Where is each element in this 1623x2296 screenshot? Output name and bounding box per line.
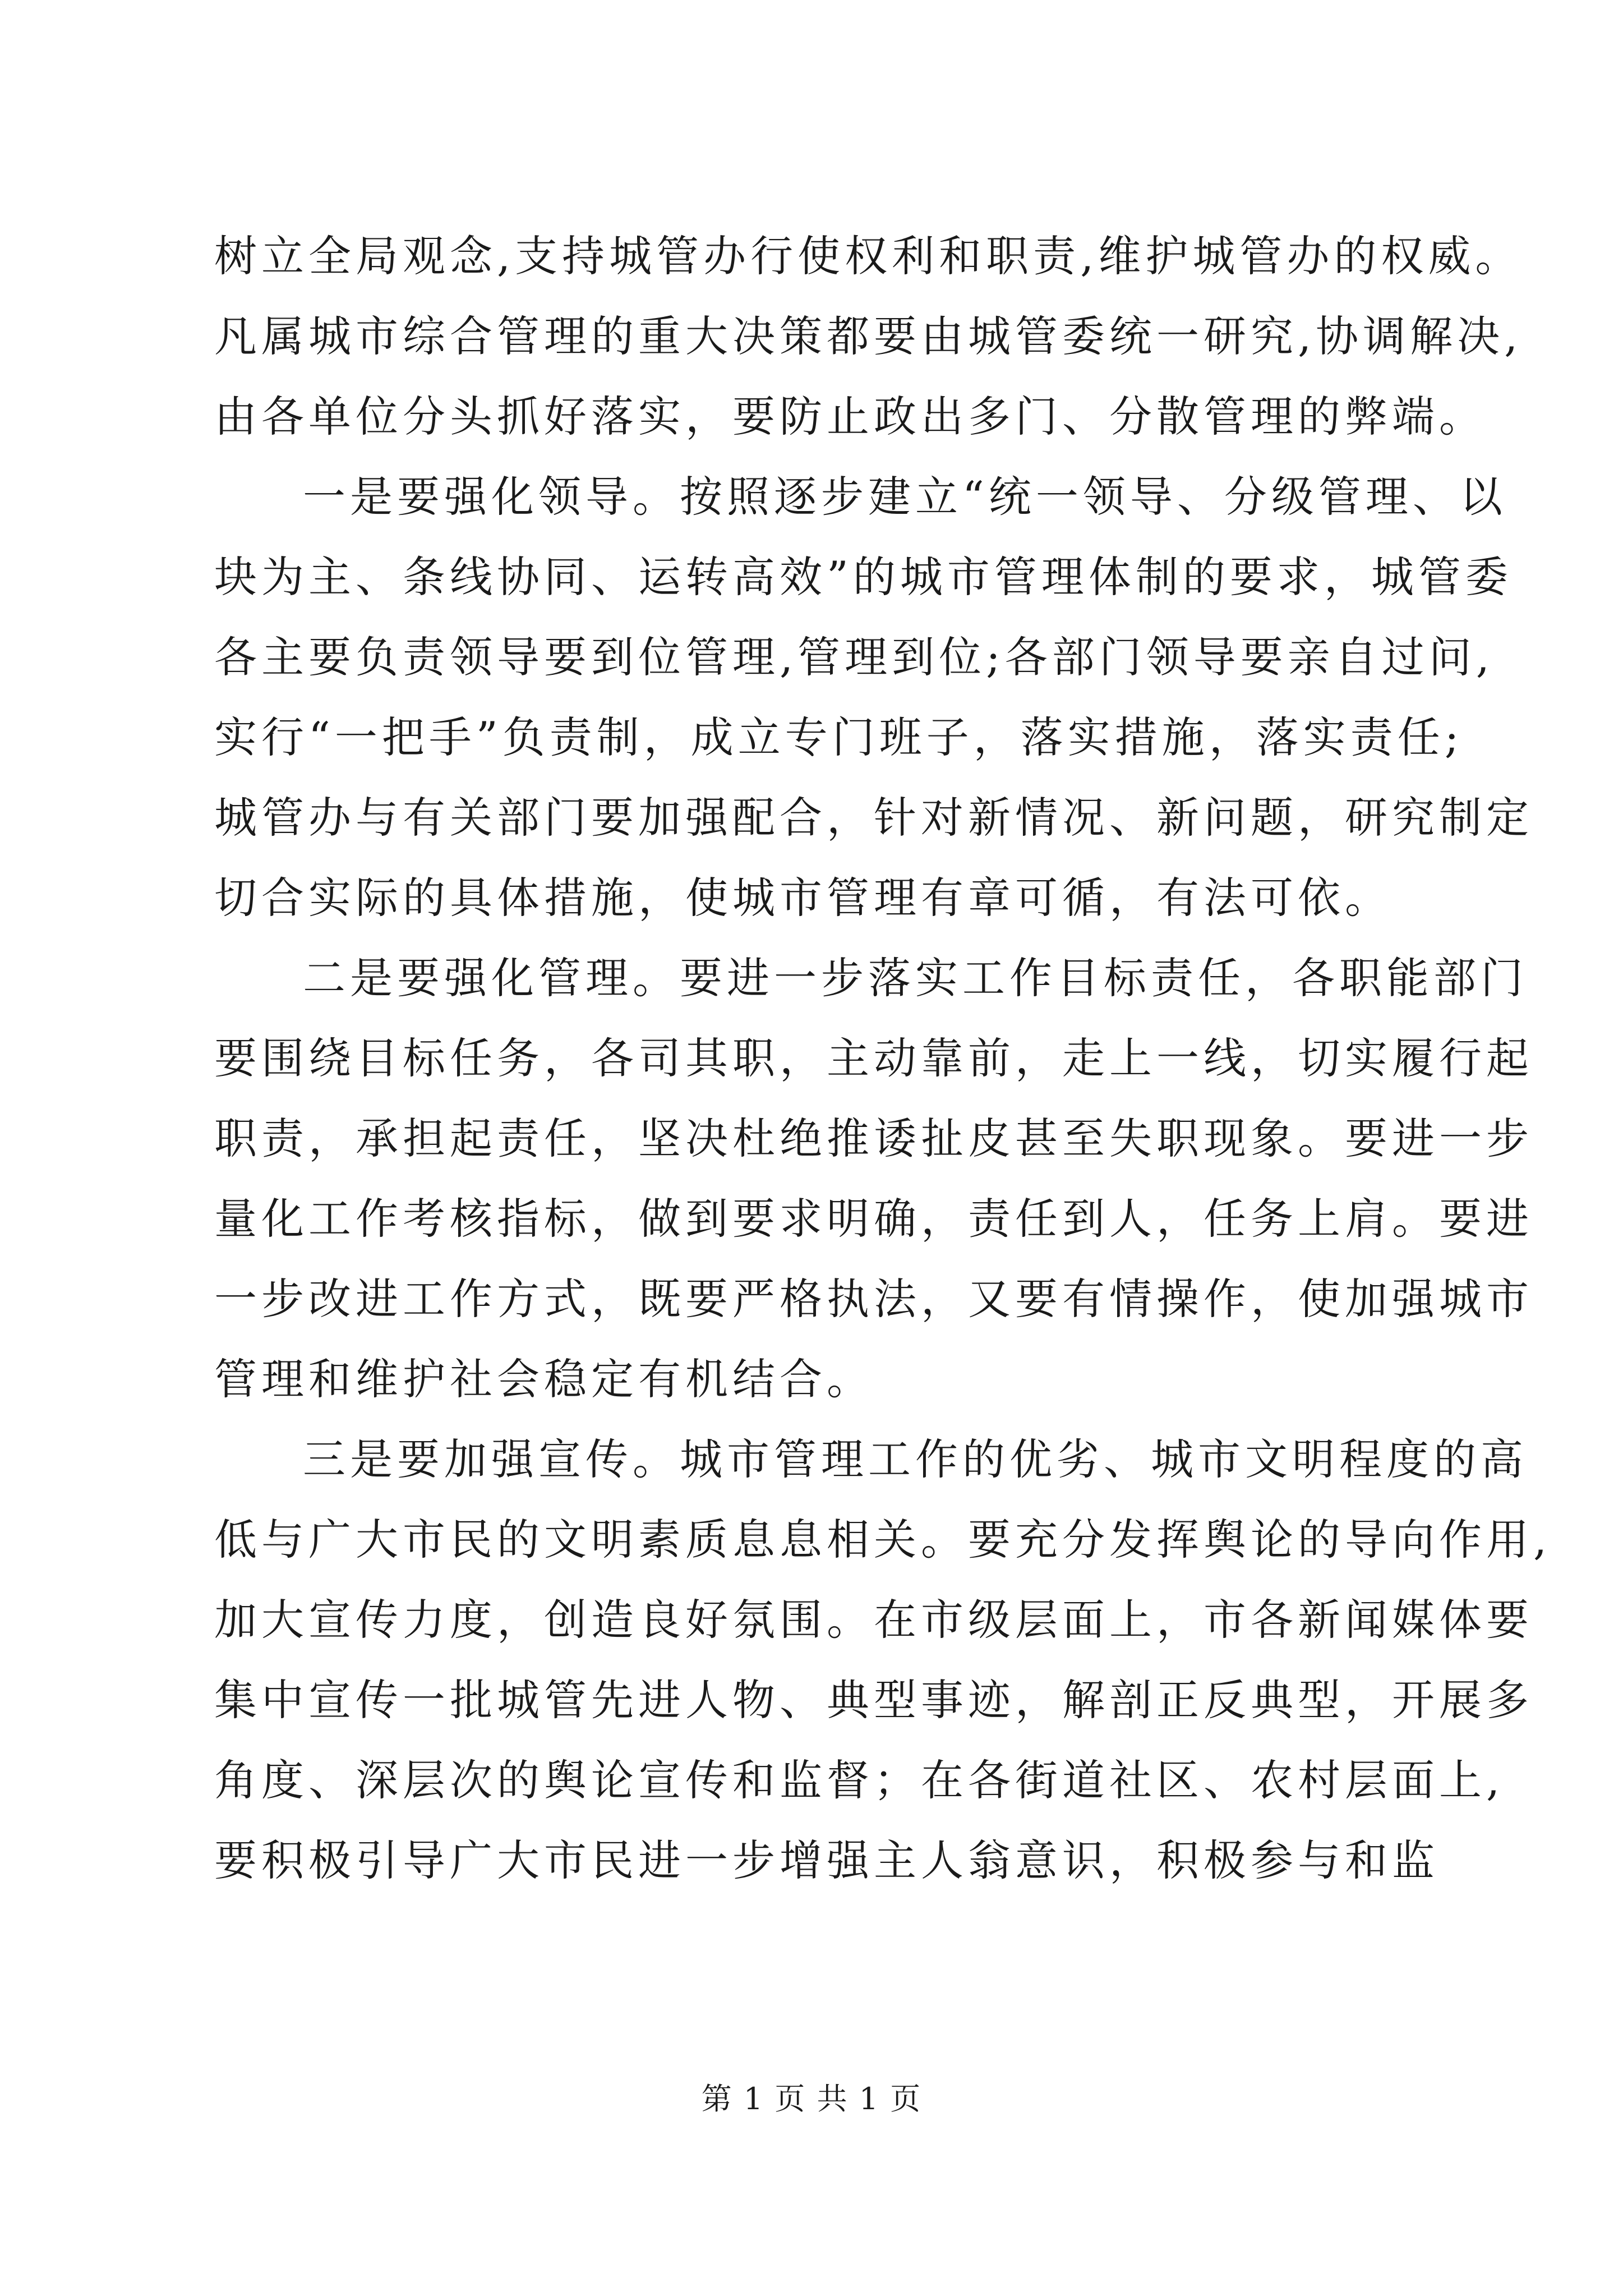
text-line: 管理和维护社会稳定有机结合。 (214, 1354, 874, 1404)
text-line: 要围绕目标任务，各司其职，主动靠前，走上一线，切实履行起 (214, 1033, 1533, 1083)
text-line: 由各单位分头抓好落实，要防止政出多门、分散管理的弊端。 (214, 392, 1486, 441)
text-line: 量化工作考核指标，做到要求明确，责任到人，任务上肩。要进 (214, 1194, 1533, 1244)
text-line: 切合实际的具体措施，使城市管理有章可循，有法可依。 (214, 873, 1392, 923)
paragraph-first-line: 三是要加强宣传。城市管理工作的优劣、城市文明程度的高 (303, 1434, 1528, 1484)
text-line: 块为主、条线协同、运转高效”的城市管理体制的要求，城管委 (214, 552, 1513, 602)
text-line: 凡属城市综合管理的重大决策都要由城管委统一研究,协调解决, (214, 311, 1523, 361)
paragraph-first-line: 一是要强化领导。按照逐步建立“统一领导、分级管理、以 (303, 472, 1507, 522)
page-footer (0, 2077, 1623, 2122)
text-line: 一步改进工作方式，既要严格执法，又要有情操作，使加强城市 (214, 1274, 1533, 1324)
text-line: 实行“一把手”负责制，成立专门班子，落实措施，落实责任; (214, 712, 1464, 762)
text-line: 加大宣传力度，创造良好氛围。在市级层面上，市各新闻媒体要 (214, 1595, 1533, 1645)
text-line: 树立全局观念,支持城管办行使权利和职责,维护城管办的权威。 (214, 231, 1523, 281)
paragraph-first-line: 二是要强化管理。要进一步落实工作目标责任，各职能部门 (303, 953, 1528, 1003)
text-line: 角度、深层次的舆论宣传和监督；在各街道社区、农村层面上, (214, 1755, 1505, 1805)
text-line: 要积极引导广大市民进一步增强主人翁意识，积极参与和监 (214, 1835, 1439, 1885)
text-line: 集中宣传一批城管先进人物、典型事迹，解剖正反典型，开展多 (214, 1675, 1533, 1725)
document-body (214, 216, 1552, 1901)
text-line: 各主要负责领导要到位管理,管理到位;各部门领导要亲自过问, (214, 632, 1494, 682)
text-line: 城管办与有关部门要加强配合，针对新情况、新问题，研究制定 (214, 793, 1533, 843)
page-number-label: 第 1 页 共 1 页 (701, 2081, 922, 2116)
text-line: 低与广大市民的文明素质息息相关。要充分发挥舆论的导向作用, (214, 1515, 1552, 1565)
text-line: 职责，承担起责任，坚决杜绝推诿扯皮甚至失职现象。要进一步 (214, 1114, 1533, 1163)
